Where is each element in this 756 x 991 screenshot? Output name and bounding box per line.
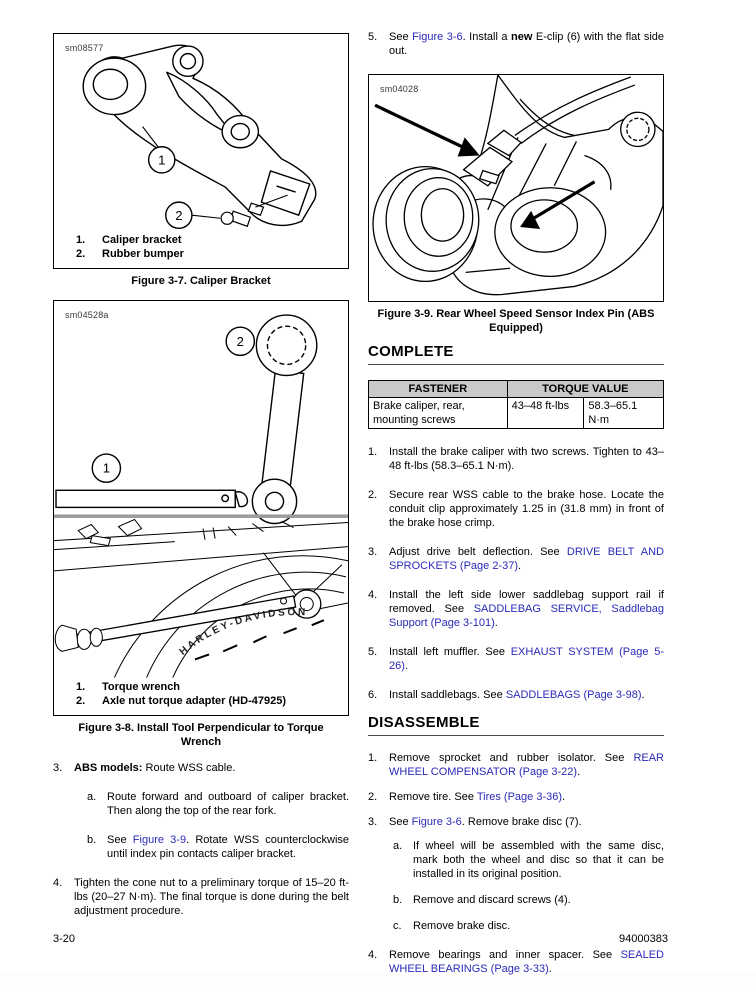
disassemble-step-2 bbox=[368, 790, 664, 804]
substep-letter: a. bbox=[87, 790, 97, 803]
step-text bbox=[389, 815, 664, 829]
complete-step-3 bbox=[368, 545, 664, 573]
fastener-header: FASTENER bbox=[369, 380, 508, 397]
rear-wheel-drawing bbox=[54, 520, 348, 678]
text-segment: Install saddlebags. See bbox=[389, 688, 506, 701]
legend-item-label: Axle nut torque adapter (HD-47925) bbox=[102, 694, 286, 707]
text-segment: . Remove brake disc (7). bbox=[461, 815, 582, 828]
step-text bbox=[389, 751, 664, 779]
step-bold-text: ABS models: bbox=[74, 761, 143, 774]
figure-3-9-image-id: sm04028 bbox=[380, 84, 419, 94]
complete-step-6 bbox=[368, 688, 664, 702]
step-number: 6. bbox=[368, 688, 378, 701]
torque-value-header: TORQUE VALUE bbox=[507, 380, 663, 397]
fastener-cell: Brake caliper, rear, mounting screws bbox=[369, 397, 508, 428]
substep-letter: c. bbox=[393, 919, 402, 932]
disassemble-step-3 bbox=[368, 815, 664, 829]
substep-letter: b. bbox=[87, 833, 97, 846]
page-number: 3-20 bbox=[53, 933, 76, 945]
step-3a bbox=[87, 790, 349, 818]
figure-3-7-image-id: sm08577 bbox=[65, 43, 104, 53]
text-segment: . bbox=[548, 962, 552, 975]
text-segment: Install the left side lower saddlebag support rail if removed. See bbox=[389, 588, 664, 615]
step-number: 5. bbox=[368, 645, 378, 658]
step-text bbox=[389, 30, 664, 58]
step-5 bbox=[368, 30, 664, 58]
complete-step-5 bbox=[368, 645, 664, 673]
ftlbs-cell: 43–48 ft-lbs bbox=[507, 397, 584, 428]
figure-3-8-legend bbox=[76, 680, 348, 708]
figure-3-7-box bbox=[53, 33, 349, 269]
callout-1-number: 1 bbox=[158, 152, 166, 168]
substep-text: If wheel will be assembled with the same disc, mark both the wheel and disc so that it can be installed in its original position. bbox=[413, 839, 664, 880]
xref-saddlebag-service[interactable]: SADDLEBAG SERVICE, Saddlebag Support (Page 3-101) bbox=[389, 602, 664, 629]
text-segment: . Rotate WSS counterclockwise until index pin contacts caliper bracket. bbox=[107, 833, 349, 860]
text-segment: Install left muffler. See bbox=[389, 645, 511, 658]
step-number: 2. bbox=[368, 790, 378, 803]
xref-rear-wheel-compensator[interactable]: REAR WHEEL COMPENSATOR (Page 3-22) bbox=[389, 751, 664, 778]
substep-text: Remove brake disc. bbox=[413, 919, 511, 932]
right-column bbox=[368, 30, 664, 991]
figure-3-9-caption: Figure 3-9. Rear Wheel Speed Sensor Index Pin (ABS Equipped) bbox=[377, 307, 655, 334]
callout-2 bbox=[226, 328, 254, 356]
figure-3-9-box bbox=[368, 74, 664, 302]
legend-item-label: Caliper bracket bbox=[102, 234, 182, 247]
disassemble-step-3a bbox=[393, 839, 664, 881]
step-text bbox=[389, 688, 664, 702]
step-number: 3. bbox=[53, 761, 63, 774]
legend-item-number: 1. bbox=[76, 234, 86, 247]
step-4 bbox=[53, 876, 349, 918]
step-text: Tighten the cone nut to a preliminary torque of 15–20 ft-lbs (20–27 N·m). The final torque is done during the belt adjustment procedure. bbox=[74, 876, 349, 917]
axle-nut-adapter-drawing bbox=[252, 315, 316, 523]
xref-figure-3-6[interactable]: Figure 3-6 bbox=[411, 815, 462, 828]
text-segment: . bbox=[577, 765, 581, 778]
step-3 bbox=[53, 761, 349, 775]
figure-3-7-caption: Figure 3-7. Caliper Bracket bbox=[131, 275, 271, 288]
wss-index-pin-illustration bbox=[369, 75, 663, 301]
text-segment: . Install a bbox=[462, 31, 512, 43]
text-segment: . bbox=[494, 616, 498, 629]
step-text bbox=[389, 948, 664, 976]
section-heading-disassemble: DISASSEMBLE bbox=[368, 714, 664, 736]
step-number: 4. bbox=[368, 948, 378, 961]
substep-letter: b. bbox=[393, 893, 403, 906]
xref-figure-3-9[interactable]: Figure 3-9 bbox=[132, 833, 187, 846]
legend-item-number: 1. bbox=[76, 680, 86, 693]
callout-1 bbox=[149, 147, 175, 173]
torque-wrench-head-drawing bbox=[56, 491, 247, 508]
step-number: 4. bbox=[53, 876, 63, 889]
text-segment: See bbox=[389, 815, 412, 828]
xref-tires[interactable]: Tires (Page 3-36) bbox=[476, 790, 563, 803]
legend-item bbox=[76, 680, 348, 694]
substep-text: Route forward and outboard of caliper bracket. Then along the top of the rear fork. bbox=[107, 790, 349, 817]
step-text: Secure rear WSS cable to the brake hose. Locate the conduit clip approximately 1.25 in (31.8 mm) in front of the brake hose crimp. bbox=[389, 488, 664, 529]
step-text bbox=[389, 545, 664, 573]
text-segment: See bbox=[389, 31, 413, 43]
xref-sealed-wheel-bearings[interactable]: SEALED WHEEL BEARINGS (Page 3-33) bbox=[389, 948, 664, 975]
step-number: 2. bbox=[368, 488, 378, 501]
substep-letter: a. bbox=[393, 839, 403, 852]
figure-3-8-caption: Figure 3-8. Install Tool Perpendicular to Torque Wrench bbox=[78, 721, 324, 748]
caliper-bracket-rear-drawing bbox=[436, 75, 663, 295]
xref-figure-3-6[interactable]: Figure 3-6 bbox=[412, 31, 463, 43]
step-text: Install the brake caliper with two screws. Tighten to 43–48 ft-lbs (58.3–65.1 N·m). bbox=[389, 445, 664, 472]
legend-item-number: 2. bbox=[76, 694, 86, 707]
disassemble-step-4 bbox=[368, 948, 664, 976]
torque-table bbox=[368, 380, 664, 429]
callout-1-number: 1 bbox=[102, 460, 111, 476]
text-segment: . bbox=[562, 790, 566, 803]
text-segment: E-clip (6) with the flat side out. bbox=[389, 31, 664, 57]
text-segment: Remove bearings and inner spacer. See bbox=[389, 948, 621, 961]
complete-step-4 bbox=[368, 588, 664, 630]
figure-3-8-box bbox=[53, 300, 349, 716]
step-number: 4. bbox=[368, 588, 378, 601]
legend-item-label: Torque wrench bbox=[102, 680, 181, 693]
text-segment: . bbox=[404, 659, 408, 672]
torque-wrench-illustration bbox=[54, 301, 348, 678]
callout-2-number: 2 bbox=[236, 334, 244, 350]
step-number: 1. bbox=[368, 751, 378, 764]
nm-cell: 58.3–65.1 N·m bbox=[584, 397, 664, 428]
step-text bbox=[389, 645, 664, 673]
disassemble-step-3c bbox=[393, 919, 664, 933]
xref-drive-belt-and-sprockets[interactable]: DRIVE BELT AND SPROCKETS (Page 2-37) bbox=[389, 545, 665, 572]
figure-3-7-legend bbox=[76, 233, 348, 261]
figure-3-8-image-id: sm04528a bbox=[65, 310, 109, 321]
step-rest-text: Route WSS cable. bbox=[142, 761, 236, 774]
step-number: 3. bbox=[368, 545, 378, 558]
figure-divider bbox=[54, 515, 348, 519]
step-text bbox=[74, 761, 349, 775]
left-column bbox=[53, 33, 349, 933]
callout-1 bbox=[92, 454, 120, 482]
text-segment: . bbox=[641, 688, 645, 701]
xref-saddlebags[interactable]: SADDLEBAGS (Page 3-98) bbox=[505, 688, 642, 701]
disassemble-step-1 bbox=[368, 751, 664, 779]
substep-text bbox=[107, 833, 349, 861]
substep-text: Remove and discard screws (4). bbox=[413, 893, 571, 906]
text-segment: See bbox=[107, 833, 133, 846]
text-segment: Adjust drive belt deflection. See bbox=[389, 545, 567, 558]
step-text bbox=[389, 790, 664, 804]
xref-exhaust-system[interactable]: EXHAUST SYSTEM (Page 5-26) bbox=[389, 645, 664, 672]
step-number: 5. bbox=[368, 31, 378, 43]
text-segment: . bbox=[518, 559, 522, 572]
step-number: 1. bbox=[368, 445, 378, 458]
callout-2 bbox=[166, 202, 192, 228]
section-heading-complete: COMPLETE bbox=[368, 343, 664, 365]
step-3b bbox=[87, 833, 349, 861]
legend-item bbox=[76, 247, 348, 261]
legend-item-number: 2. bbox=[76, 248, 86, 261]
torque-table-header-row bbox=[369, 380, 664, 397]
complete-step-1 bbox=[368, 445, 664, 473]
document-number: 94000383 bbox=[619, 933, 668, 945]
torque-table-row bbox=[369, 397, 664, 428]
legend-item bbox=[76, 694, 348, 708]
emphasis-new: new bbox=[511, 31, 533, 43]
caliper-bracket-drawing bbox=[83, 45, 316, 225]
text-segment: Remove sprocket and rubber isolator. See bbox=[389, 751, 634, 764]
step-text bbox=[389, 588, 664, 630]
complete-step-2 bbox=[368, 488, 664, 530]
step-number: 3. bbox=[368, 815, 378, 828]
callout-2-number: 2 bbox=[175, 207, 183, 223]
disassemble-step-3b bbox=[393, 893, 664, 907]
legend-item bbox=[76, 233, 348, 247]
caliper-bracket-illustration bbox=[54, 34, 348, 231]
legend-item-label: Rubber bumper bbox=[102, 248, 184, 261]
text-segment: Remove tire. See bbox=[389, 790, 477, 803]
tire-lettering: HARLEY-DAVIDSON bbox=[177, 607, 308, 659]
